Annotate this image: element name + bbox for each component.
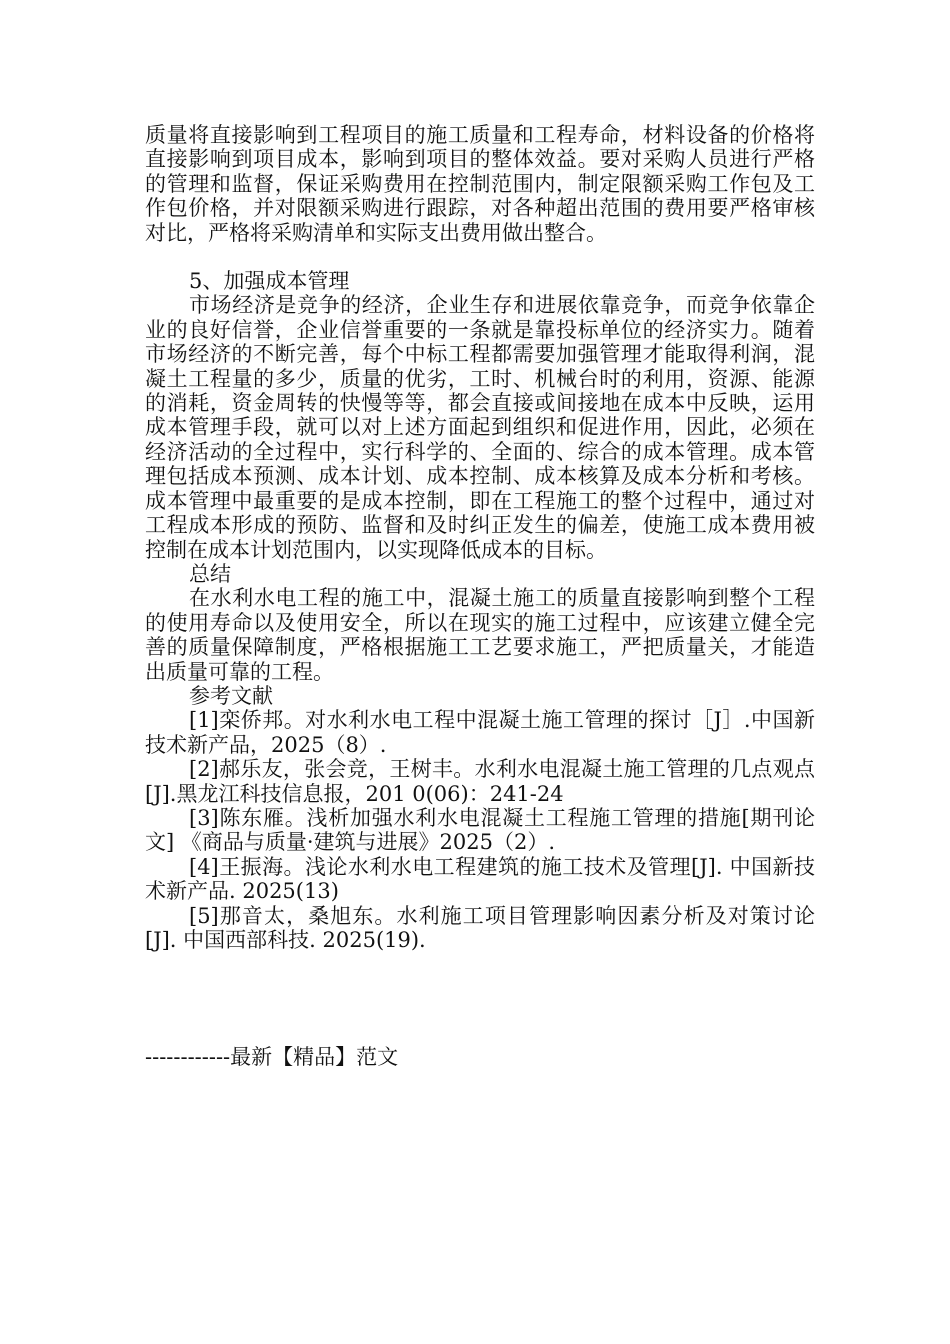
footer-banner: ------------最新【精品】范文	[145, 1045, 399, 1069]
paragraph-gap	[145, 245, 815, 269]
reference-item-5: [5]那音太，桑旭东。水利施工项目管理影响因素分析及对策讨论[J]. 中国西部科技. 2025(19).	[145, 903, 815, 952]
section-heading-references: 参考文献	[189, 683, 273, 708]
document-body	[145, 123, 815, 952]
reference-item-2: [2]郝乐友，张会竞，王树丰。水利水电混凝土施工管理的几点观点[J].黑龙江科技信息报，201 0(06)：241-24	[145, 757, 815, 806]
paragraph-cost-management: 市场经济是竞争的经济，企业生存和进展依靠竞争，而竞争依靠企业的良好信誉，企业信誉重要的一条就是靠投标单位的经济实力。随着市场经济的不断完善，每个中标工程都需要加强管理才能取得利润，混凝土工程量的多少，质量的优劣，工时、机械台时的利用，资源、能源的消耗，资金周转的快慢等等，都会直接或间接地在成本中反映，运用成本管理手段，就可以对上述方面起到组织和促进作用，因此，必须在经济活动的全过程中，实行科学的、全面的、综合的成本管理。成本管理包括成本预测、成本计划、成本控制、成本核算及成本分析和考核。成本管理中最重要的是成本控制，即在工程施工的整个过程中，通过对工程成本形成的预防、监督和及时纠正发生的偏差，使施工成本费用被控制在成本计划范围内，以实现降低成本的目标。	[145, 293, 815, 562]
reference-item-4: [4]王振海。浅论水利水电工程建筑的施工技术及管理[J]. 中国新技术新产品. 2025(13)	[145, 854, 815, 904]
section-heading-cost-management: 5、加强成本管理	[189, 269, 350, 294]
reference-item-3: [3]陈东雁。浅析加强水利水电混凝土工程施工管理的措施[期刊论文] 《商品与质量·建筑与进展》2025（2）.	[145, 805, 815, 855]
paragraph-summary: 在水利水电工程的施工中，混凝土施工的质量直接影响到整个工程的使用寿命以及使用安全，所以在现实的施工过程中，应该建立健全完善的质量保障制度，严格根据施工工艺要求施工，严把质量关，才能造出质量可靠的工程。	[145, 586, 815, 684]
paragraph-procurement: 质量将直接影响到工程项目的施工质量和工程寿命，材料设备的价格将直接影响到项目成本，影响到项目的整体效益。要对采购人员进行严格的管理和监督，保证采购费用在控制范围内，制定限额采购工作包及工作包价格，并对限额采购进行跟踪，对各种超出范围的费用要严格审核对比，严格将采购清单和实际支出费用做出整合。	[145, 123, 815, 245]
section-heading-summary: 总结	[189, 561, 231, 586]
reference-item-1: [1]栾侨邦。对水利水电工程中混凝土施工管理的探讨［J］.中国新技术新产品，2025（8）.	[145, 708, 815, 757]
